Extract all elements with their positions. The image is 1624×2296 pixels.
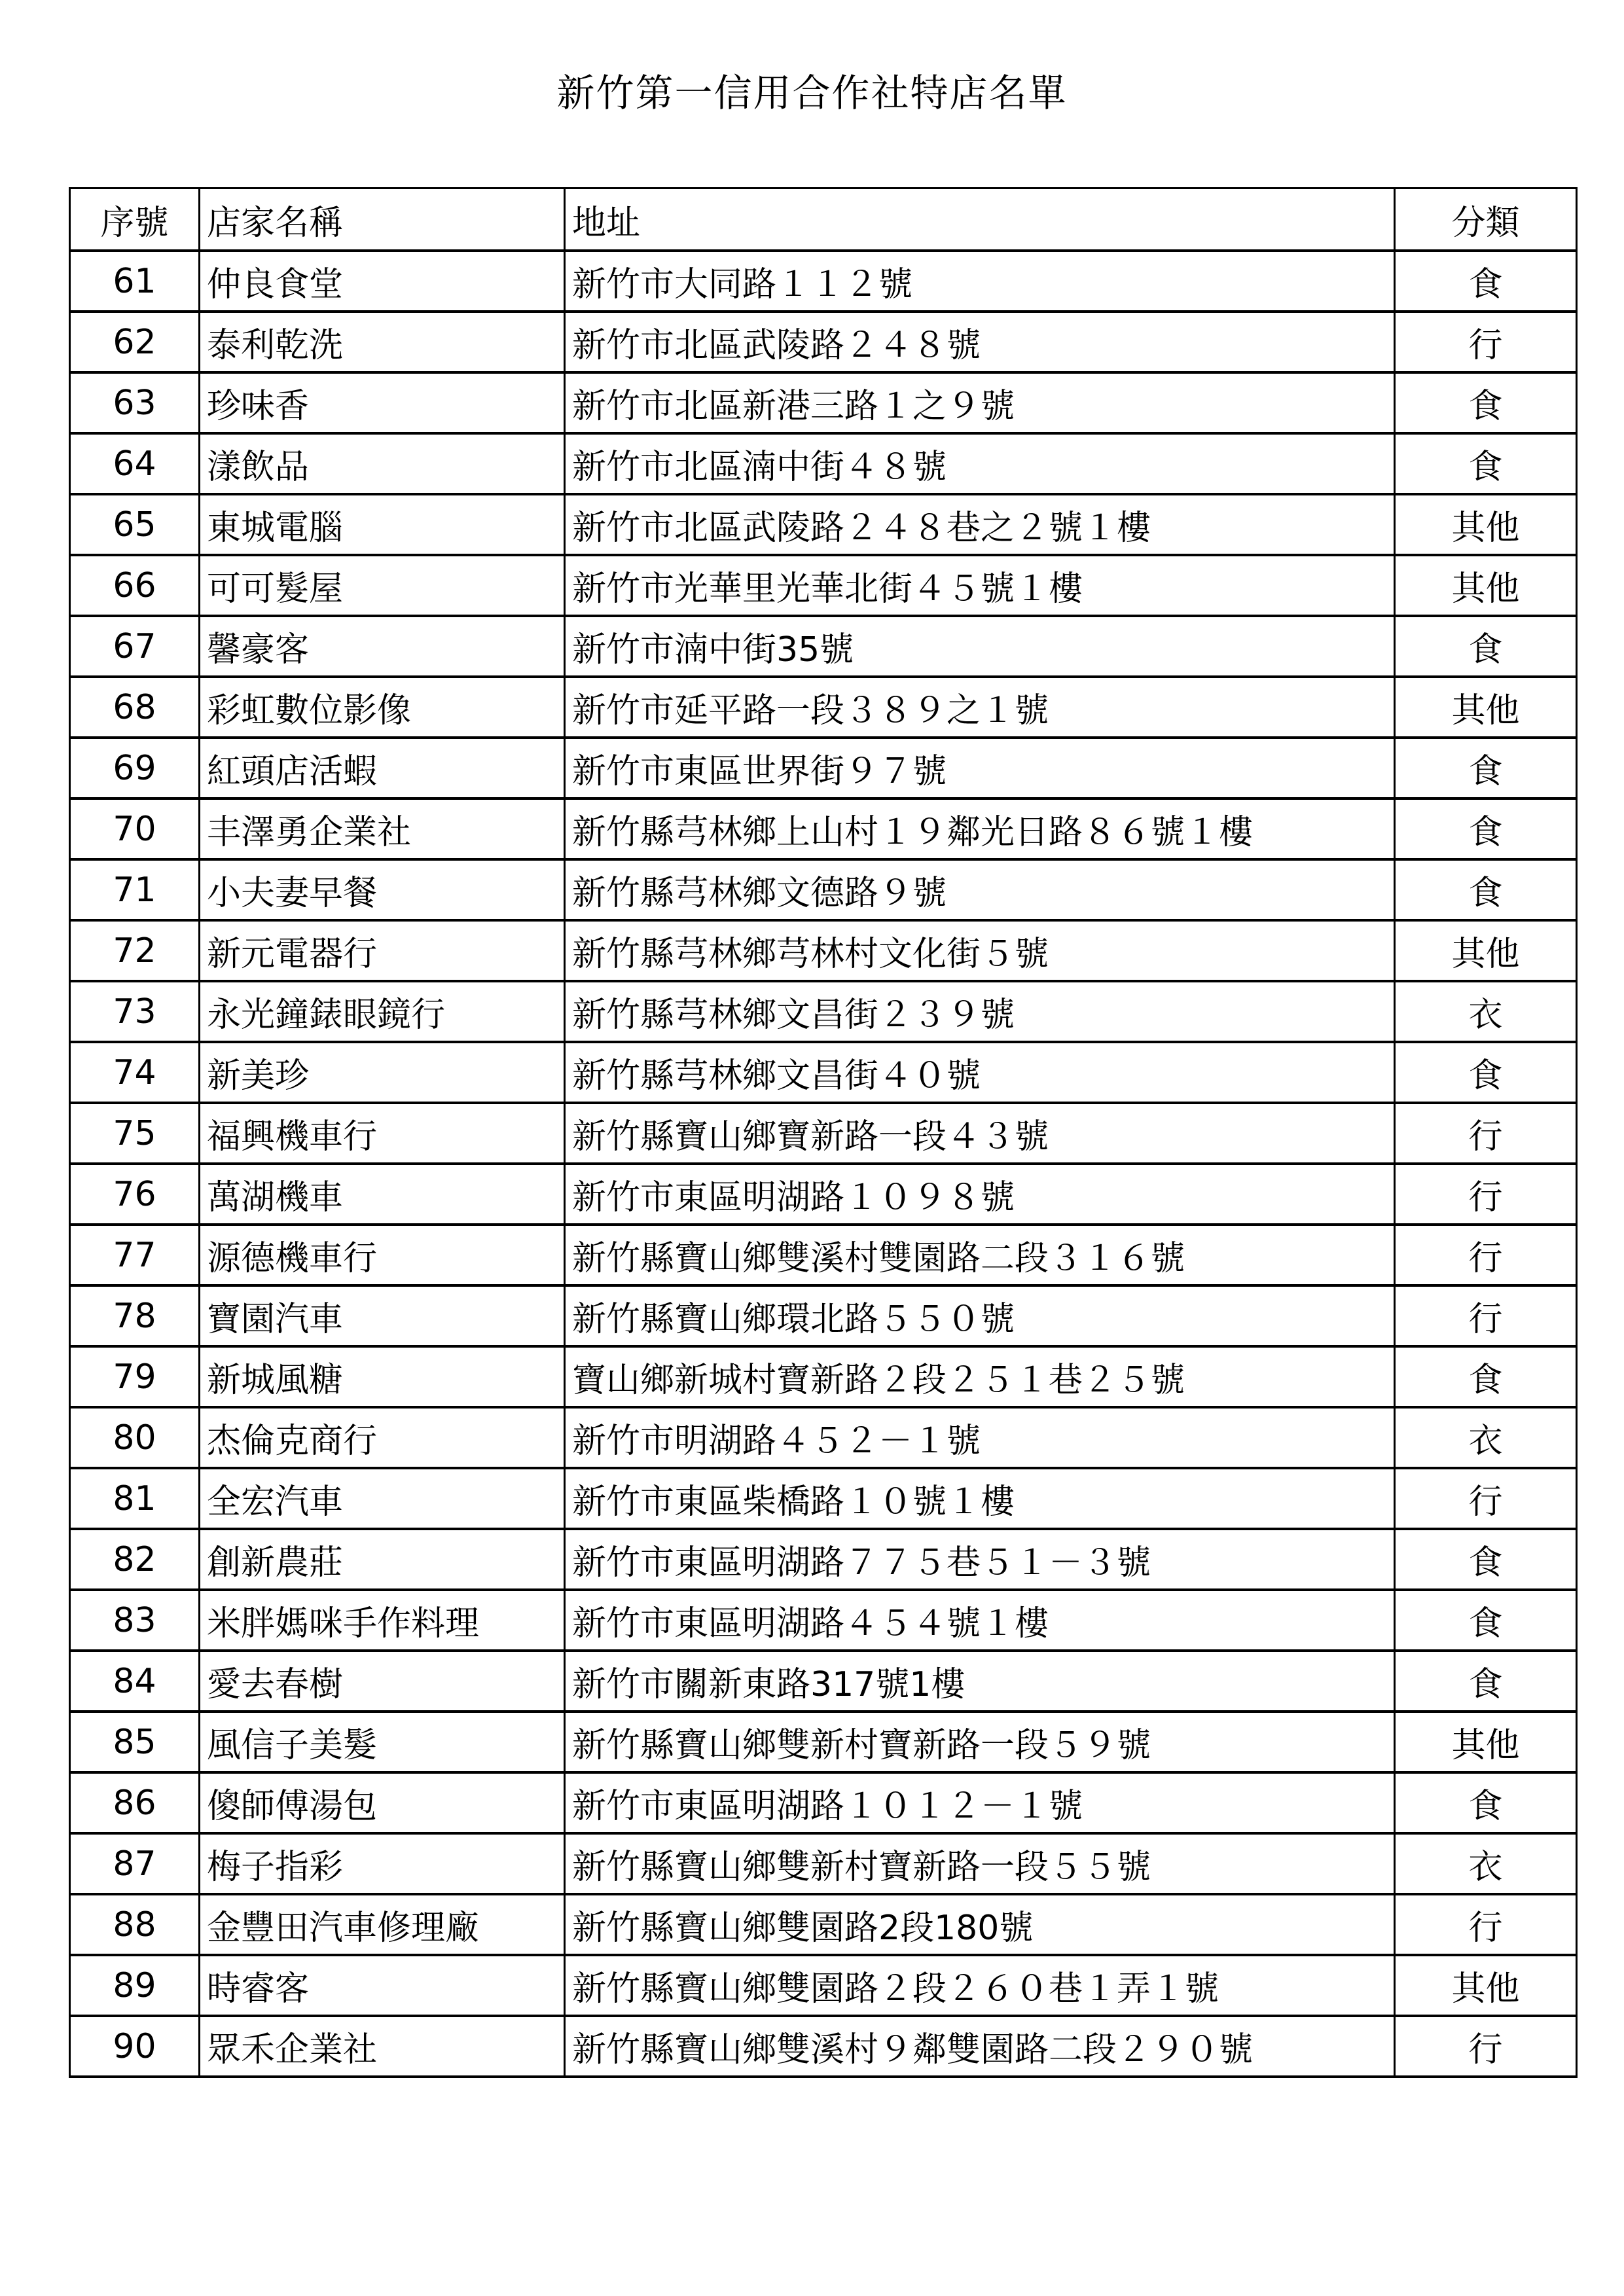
serial-number-cell: 64 xyxy=(70,433,200,494)
table-row xyxy=(70,1042,1577,1103)
table-row xyxy=(70,494,1577,555)
store-name-cell: 寶園汽車 xyxy=(200,1285,565,1346)
store-name-cell: 小夫妻早餐 xyxy=(200,859,565,920)
serial-number-cell: 87 xyxy=(70,1833,200,1894)
address-cell: 新竹市大同路１１２號 xyxy=(565,251,1395,312)
address-cell: 新竹縣寶山鄉環北路５５０號 xyxy=(565,1285,1395,1346)
serial-number-cell: 72 xyxy=(70,920,200,981)
address-cell: 新竹市東區柴橋路１０號１樓 xyxy=(565,1468,1395,1529)
address-cell: 新竹縣芎林鄉文昌街４０號 xyxy=(565,1042,1395,1103)
serial-number-cell: 86 xyxy=(70,1772,200,1833)
address-cell: 新竹縣寶山鄉寶新路一段４３號 xyxy=(565,1103,1395,1164)
category-cell: 行 xyxy=(1395,1103,1577,1164)
table-row xyxy=(70,677,1577,738)
serial-number-cell: 82 xyxy=(70,1529,200,1590)
table-row xyxy=(70,312,1577,372)
serial-number-cell: 61 xyxy=(70,251,200,312)
address-cell: 新竹市北區新港三路１之９號 xyxy=(565,372,1395,433)
address-cell: 新竹縣寶山鄉雙溪村雙園路二段３１６號 xyxy=(565,1225,1395,1285)
table-row xyxy=(70,433,1577,494)
store-name-cell: 新元電器行 xyxy=(200,920,565,981)
table-row xyxy=(70,1651,1577,1712)
address-cell: 新竹縣芎林鄉文德路９號 xyxy=(565,859,1395,920)
category-cell: 其他 xyxy=(1395,555,1577,616)
table-row xyxy=(70,798,1577,859)
category-cell: 食 xyxy=(1395,251,1577,312)
address-cell: 新竹市東區明湖路１０１２－１號 xyxy=(565,1772,1395,1833)
serial-number-cell: 76 xyxy=(70,1164,200,1225)
category-cell: 其他 xyxy=(1395,1955,1577,2016)
table-row xyxy=(70,372,1577,433)
address-cell: 新竹市北區武陵路２４８號 xyxy=(565,312,1395,372)
address-cell: 新竹縣寶山鄉雙新村寶新路一段５９號 xyxy=(565,1712,1395,1772)
table-row xyxy=(70,1955,1577,2016)
address-cell: 新竹市湳中街35號 xyxy=(565,616,1395,677)
table-row xyxy=(70,981,1577,1042)
serial-number-cell: 83 xyxy=(70,1590,200,1651)
store-name-cell: 傻師傅湯包 xyxy=(200,1772,565,1833)
category-cell: 食 xyxy=(1395,433,1577,494)
store-name-cell: 愛去春樹 xyxy=(200,1651,565,1712)
table-row xyxy=(70,1772,1577,1833)
serial-number-cell: 62 xyxy=(70,312,200,372)
table-row xyxy=(70,1468,1577,1529)
address-cell: 新竹市北區武陵路２４８巷之２號１樓 xyxy=(565,494,1395,555)
table-row xyxy=(70,1894,1577,1955)
table-row xyxy=(70,1346,1577,1407)
category-cell: 食 xyxy=(1395,1042,1577,1103)
table-row xyxy=(70,1590,1577,1651)
store-name-cell: 漾飲品 xyxy=(200,433,565,494)
serial-number-cell: 68 xyxy=(70,677,200,738)
header-store-name: 店家名稱 xyxy=(200,188,565,251)
serial-number-cell: 67 xyxy=(70,616,200,677)
store-name-cell: 泰利乾洗 xyxy=(200,312,565,372)
store-name-cell: 丰澤勇企業社 xyxy=(200,798,565,859)
address-cell: 新竹市延平路一段３８９之１號 xyxy=(565,677,1395,738)
address-cell: 新竹縣芎林鄉上山村１９鄰光日路８６號１樓 xyxy=(565,798,1395,859)
store-name-cell: 米胖媽咪手作料理 xyxy=(200,1590,565,1651)
serial-number-cell: 74 xyxy=(70,1042,200,1103)
store-name-cell: 全宏汽車 xyxy=(200,1468,565,1529)
store-name-cell: 金豐田汽車修理廠 xyxy=(200,1894,565,1955)
store-name-cell: 紅頭店活蝦 xyxy=(200,738,565,798)
serial-number-cell: 89 xyxy=(70,1955,200,2016)
page-title: 新竹第一信用合作社特店名單 xyxy=(556,71,1068,115)
category-cell: 行 xyxy=(1395,1285,1577,1346)
store-name-cell: 馨豪客 xyxy=(200,616,565,677)
header-category: 分類 xyxy=(1395,188,1577,251)
store-name-cell: 新城風糖 xyxy=(200,1346,565,1407)
table-row xyxy=(70,1285,1577,1346)
store-name-cell: 永光鐘錶眼鏡行 xyxy=(200,981,565,1042)
address-cell: 新竹市關新東路317號1樓 xyxy=(565,1651,1395,1712)
category-cell: 行 xyxy=(1395,1468,1577,1529)
table-row xyxy=(70,1164,1577,1225)
store-name-cell: 可可髮屋 xyxy=(200,555,565,616)
category-cell: 食 xyxy=(1395,798,1577,859)
table-row xyxy=(70,920,1577,981)
table-row xyxy=(70,738,1577,798)
category-cell: 行 xyxy=(1395,1164,1577,1225)
address-cell: 寶山鄉新城村寶新路２段２５１巷２５號 xyxy=(565,1346,1395,1407)
store-name-cell: 杰倫克商行 xyxy=(200,1407,565,1468)
store-name-cell: 仲良食堂 xyxy=(200,251,565,312)
category-cell: 食 xyxy=(1395,1346,1577,1407)
address-cell: 新竹縣芎林鄉芎林村文化街５號 xyxy=(565,920,1395,981)
store-name-cell: 時睿客 xyxy=(200,1955,565,2016)
serial-number-cell: 63 xyxy=(70,372,200,433)
store-name-cell: 東城電腦 xyxy=(200,494,565,555)
table-row xyxy=(70,555,1577,616)
serial-number-cell: 66 xyxy=(70,555,200,616)
category-cell: 其他 xyxy=(1395,920,1577,981)
category-cell: 行 xyxy=(1395,1225,1577,1285)
table-row xyxy=(70,1407,1577,1468)
serial-number-cell: 85 xyxy=(70,1712,200,1772)
table-row xyxy=(70,1833,1577,1894)
serial-number-cell: 65 xyxy=(70,494,200,555)
category-cell: 食 xyxy=(1395,372,1577,433)
category-cell: 食 xyxy=(1395,738,1577,798)
store-name-cell: 風信子美髮 xyxy=(200,1712,565,1772)
store-name-cell: 眾禾企業社 xyxy=(200,2016,565,2077)
header-address: 地址 xyxy=(565,188,1395,251)
address-cell: 新竹市東區明湖路１０９８號 xyxy=(565,1164,1395,1225)
serial-number-cell: 69 xyxy=(70,738,200,798)
table-row xyxy=(70,1712,1577,1772)
category-cell: 食 xyxy=(1395,859,1577,920)
address-cell: 新竹市北區湳中街４８號 xyxy=(565,433,1395,494)
category-cell: 行 xyxy=(1395,2016,1577,2077)
store-name-cell: 福興機車行 xyxy=(200,1103,565,1164)
address-cell: 新竹市光華里光華北街４５號１樓 xyxy=(565,555,1395,616)
table-row xyxy=(70,1103,1577,1164)
serial-number-cell: 80 xyxy=(70,1407,200,1468)
table-row xyxy=(70,859,1577,920)
store-name-cell: 源德機車行 xyxy=(200,1225,565,1285)
serial-number-cell: 90 xyxy=(70,2016,200,2077)
category-cell: 食 xyxy=(1395,1772,1577,1833)
category-cell: 食 xyxy=(1395,1529,1577,1590)
category-cell: 衣 xyxy=(1395,981,1577,1042)
table-body xyxy=(70,251,1577,2077)
category-cell: 其他 xyxy=(1395,494,1577,555)
address-cell: 新竹縣芎林鄉文昌街２３９號 xyxy=(565,981,1395,1042)
category-cell: 食 xyxy=(1395,616,1577,677)
serial-number-cell: 73 xyxy=(70,981,200,1042)
store-name-cell: 梅子指彩 xyxy=(200,1833,565,1894)
serial-number-cell: 77 xyxy=(70,1225,200,1285)
table-header-row xyxy=(70,188,1577,251)
category-cell: 衣 xyxy=(1395,1407,1577,1468)
address-cell: 新竹市東區世界街９７號 xyxy=(565,738,1395,798)
category-cell: 食 xyxy=(1395,1590,1577,1651)
store-name-cell: 彩虹數位影像 xyxy=(200,677,565,738)
header-serial-number: 序號 xyxy=(70,188,200,251)
serial-number-cell: 71 xyxy=(70,859,200,920)
category-cell: 衣 xyxy=(1395,1833,1577,1894)
address-cell: 新竹縣寶山鄉雙園路２段２６０巷１弄１號 xyxy=(565,1955,1395,2016)
table-row xyxy=(70,251,1577,312)
serial-number-cell: 84 xyxy=(70,1651,200,1712)
address-cell: 新竹市東區明湖路４５４號１樓 xyxy=(565,1590,1395,1651)
address-cell: 新竹縣寶山鄉雙園路2段180號 xyxy=(565,1894,1395,1955)
merchant-table xyxy=(69,187,1578,2078)
serial-number-cell: 88 xyxy=(70,1894,200,1955)
category-cell: 其他 xyxy=(1395,1712,1577,1772)
serial-number-cell: 79 xyxy=(70,1346,200,1407)
serial-number-cell: 78 xyxy=(70,1285,200,1346)
address-cell: 新竹市東區明湖路７７５巷５１－３號 xyxy=(565,1529,1395,1590)
table-row xyxy=(70,2016,1577,2077)
address-cell: 新竹市明湖路４５２－１號 xyxy=(565,1407,1395,1468)
serial-number-cell: 75 xyxy=(70,1103,200,1164)
category-cell: 行 xyxy=(1395,312,1577,372)
store-name-cell: 珍味香 xyxy=(200,372,565,433)
address-cell: 新竹縣寶山鄉雙新村寶新路一段５５號 xyxy=(565,1833,1395,1894)
store-name-cell: 新美珍 xyxy=(200,1042,565,1103)
category-cell: 行 xyxy=(1395,1894,1577,1955)
table-row xyxy=(70,616,1577,677)
table-row xyxy=(70,1529,1577,1590)
address-cell: 新竹縣寶山鄉雙溪村９鄰雙園路二段２９０號 xyxy=(565,2016,1395,2077)
category-cell: 其他 xyxy=(1395,677,1577,738)
store-name-cell: 創新農莊 xyxy=(200,1529,565,1590)
store-name-cell: 萬湖機車 xyxy=(200,1164,565,1225)
table-row xyxy=(70,1225,1577,1285)
category-cell: 食 xyxy=(1395,1651,1577,1712)
serial-number-cell: 81 xyxy=(70,1468,200,1529)
serial-number-cell: 70 xyxy=(70,798,200,859)
